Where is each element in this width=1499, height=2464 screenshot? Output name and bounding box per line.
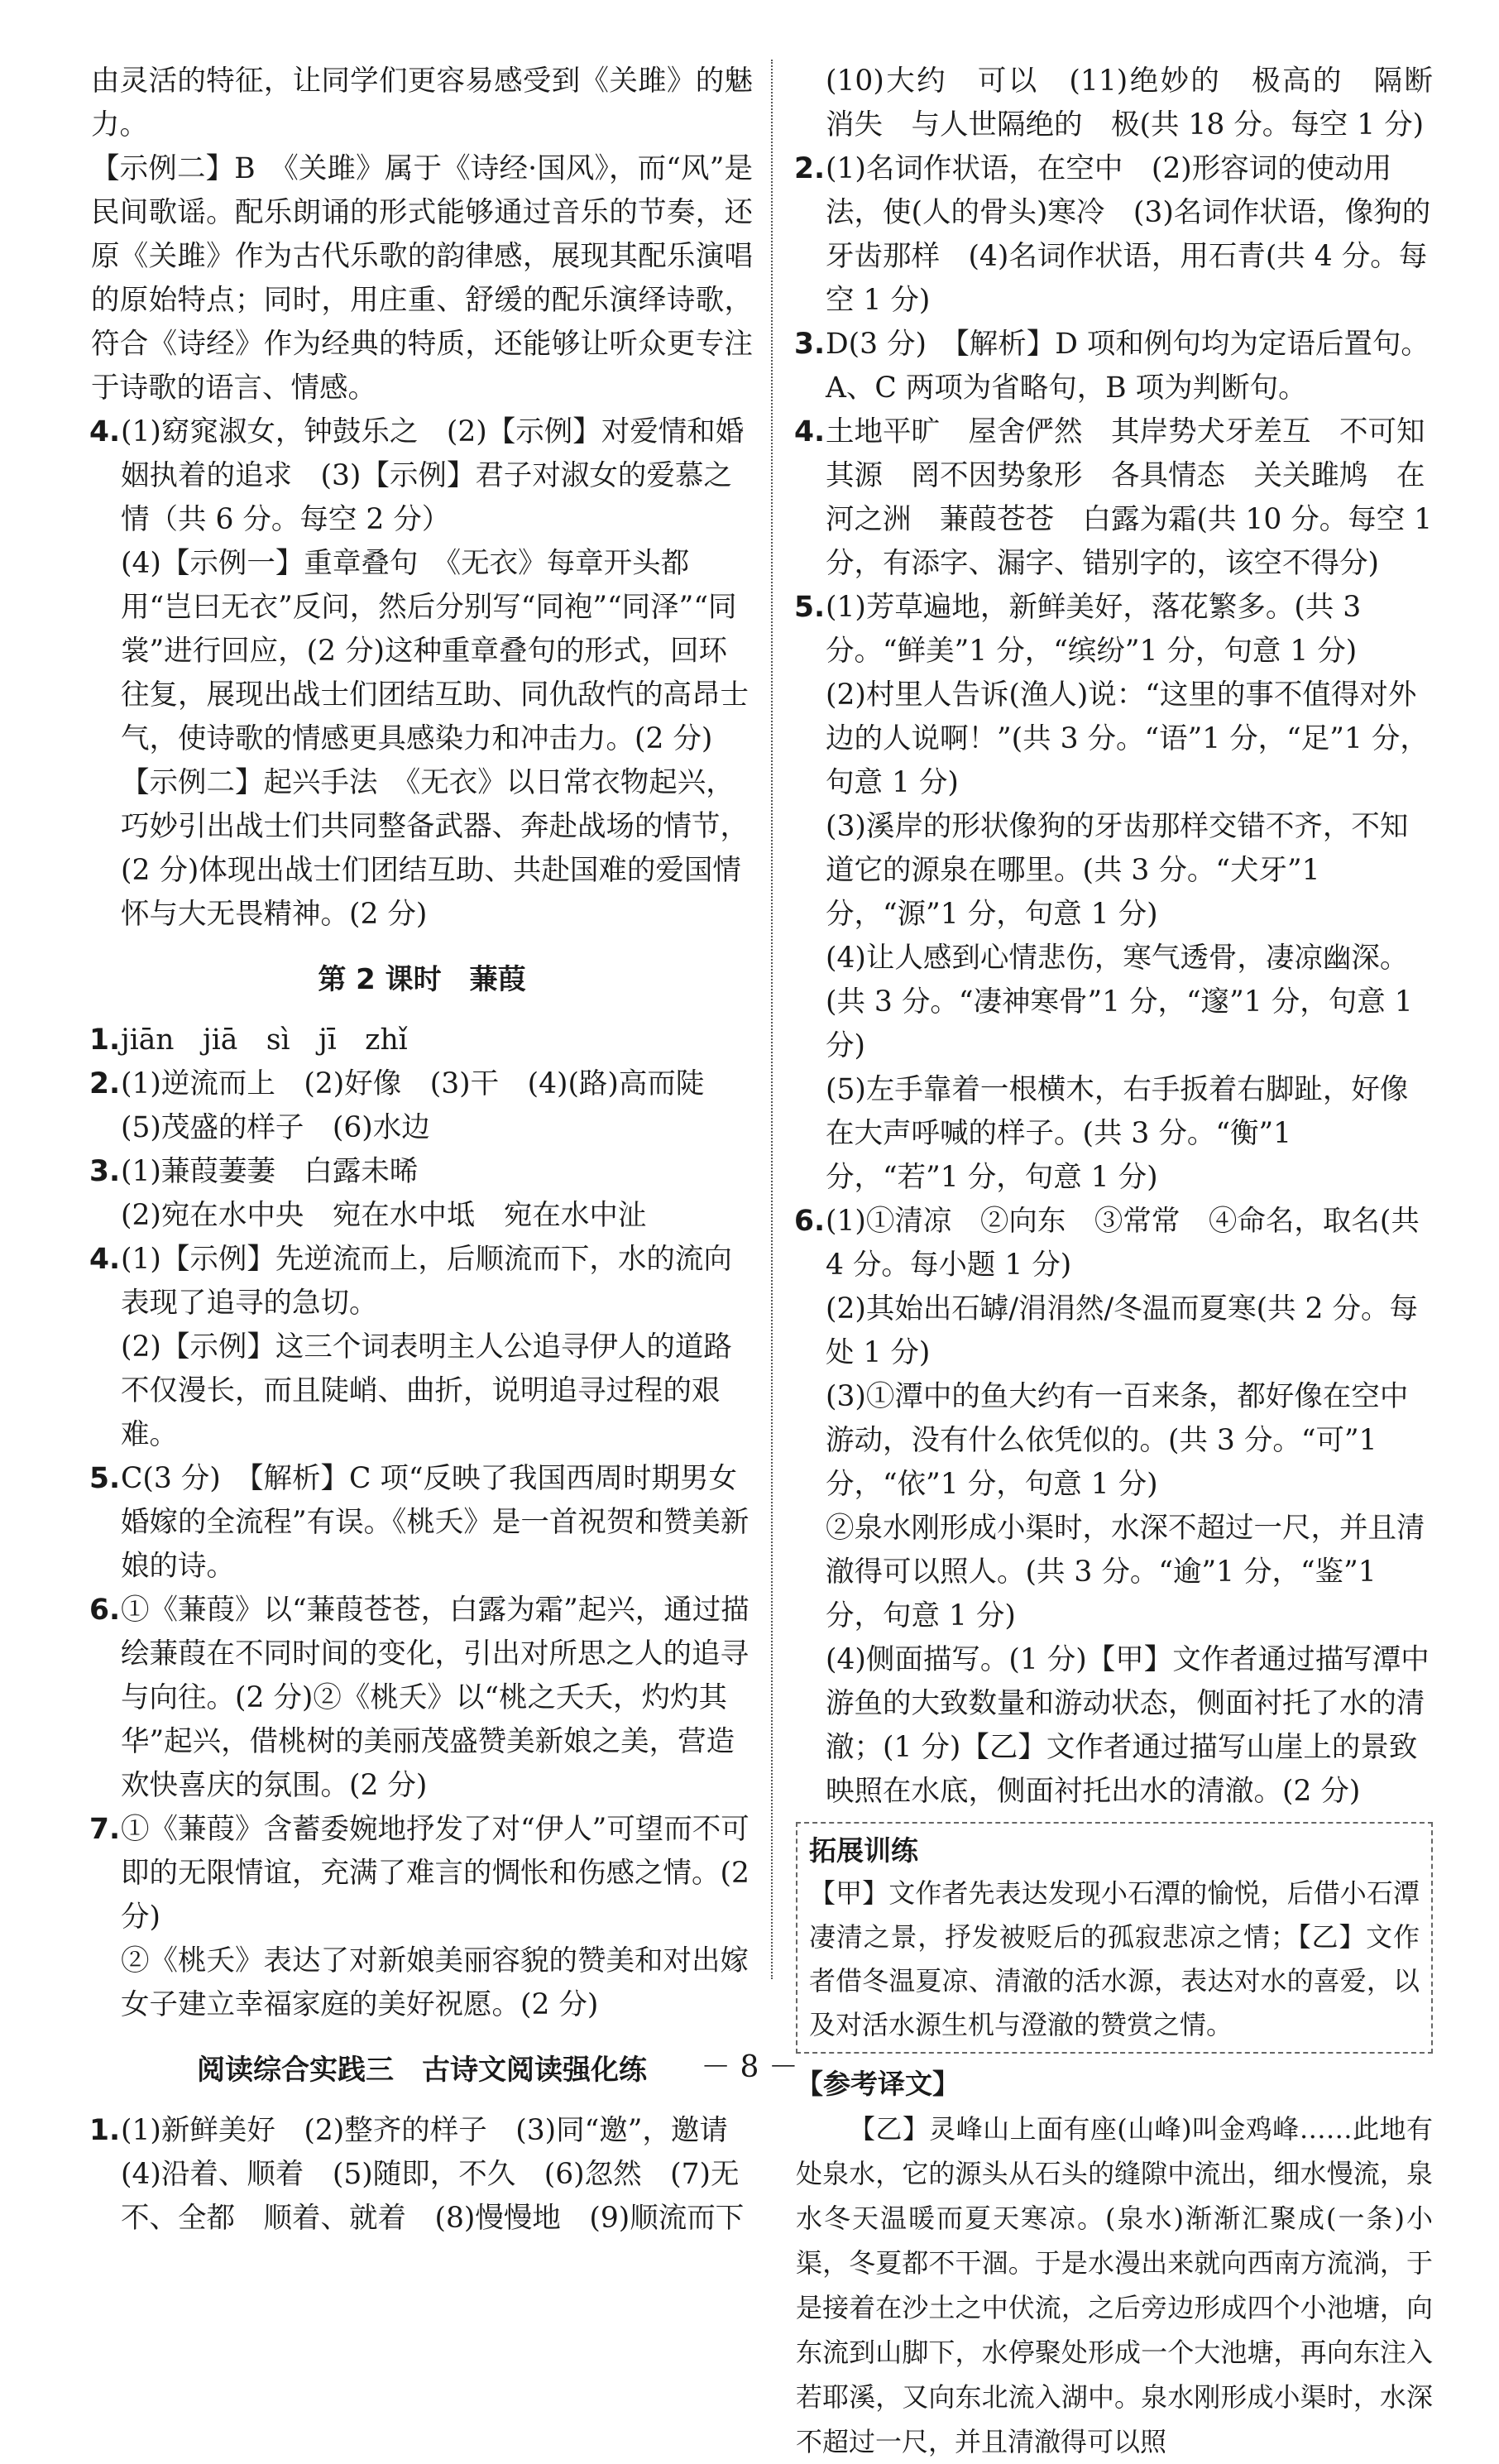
question-4 — [796, 410, 1433, 586]
reference-translation-title: 【参考译文】 — [796, 2068, 960, 2100]
right-column — [794, 60, 1462, 2464]
answer-text: 【示例二】起兴手法 《无衣》以日常衣物起兴，巧妙引出战士们共同整备武器、奔赴战场的情节，(2 分)体现出战士们团结互助、共赴国难的爱国情怀与大无畏精神。(2 分) — [121, 766, 749, 931]
question-7 — [91, 1808, 753, 2027]
answer-text: (1)芳草遍地，新鲜美好，落花繁多。(共 3 分。“鲜美”1 分，“缤纷”1 分，句意 1 分) — [826, 591, 1362, 668]
answer-text: (1)逆流而上 (2)好像 (3)干 (4)(路)高而陡 — [121, 1067, 705, 1100]
page-number: － 8 － — [701, 2050, 798, 2084]
question-number: 6. — [794, 1205, 826, 1238]
answer-text: ①《蒹葭》含蓄委婉地抒发了对“伊人”可望而不可即的无限情谊，充满了难言的惆怅和伤感之情。(2 分) — [121, 1813, 750, 1934]
question-number: 1. — [89, 1023, 121, 1057]
answer-text: (1)蒹葭萋萋 白露未晞 — [121, 1155, 419, 1188]
question-number: 4. — [89, 1243, 121, 1276]
answer-continuation: (10)大约 可以 (11)绝妙的 极高的 隔断 消失 与人世隔绝的 极(共 18 分。每空 1 分) — [826, 65, 1462, 141]
answer-text: D(3 分) 【解析】D 项和例句均为定语后置句。A、C 两项为省略句，B 项为判断句。 — [826, 328, 1430, 405]
question-4 — [91, 1238, 753, 1457]
answer-text: (1)①清凉 ②向东 ③常常 ④命名，取名(共 4 分。每小题 1 分) — [826, 1205, 1420, 1282]
question-number: 2. — [794, 152, 826, 185]
answer-text: jiān jiā sì jī zhǐ — [121, 1023, 408, 1057]
answer-text: (5)左手靠着一根横木，右手扳着右脚趾，好像在大声呼喊的样子。(共 3 分。“衡”1 分，“若”1 分，句意 1 分) — [826, 1073, 1409, 1194]
question-number: 4. — [89, 415, 121, 448]
answer-text: (3)溪岸的形状像狗的牙齿那样交错不齐，不知道它的源泉在哪里。(共 3 分。“犬牙”1 分，“源”1 分，句意 1 分) — [826, 810, 1409, 931]
answer-text: (3)①潭中的鱼大约有一百来条，都好像在空中游动，没有什么依凭似的。(共 3 分。“可”1 分，“依”1 分，句意 1 分) — [826, 1380, 1409, 1501]
question-2 — [796, 147, 1433, 323]
box-title: 拓展训练 — [809, 1834, 918, 1867]
question-2 — [91, 1062, 753, 1150]
answer-text: (2)宛在水中央 宛在水中坻 宛在水中沚 — [121, 1199, 647, 1232]
question-3 — [91, 1150, 753, 1238]
question-4 — [91, 410, 753, 937]
answer-text: (2)村里人告诉(渔人)说：“这里的事不值得对外边的人说啊！”(共 3 分。“语”1 分，“足”1 分，句意 1 分) — [826, 678, 1429, 799]
box-body: 【甲】文作者先表达发现小石潭的愉悦，后借小石潭凄清之景，抒发被贬后的孤寂悲凉之情；【乙】文作者借冬温夏凉、清澈的活水源，表达对水的喜爱，以及对活水源生机与澄澈的赞赏之情。 — [809, 1877, 1420, 2040]
section-title: 第 2 课时 蒹葭 — [318, 963, 526, 996]
question-1 — [89, 2109, 757, 2241]
answer-text: (4)【示例一】重章叠句 《无衣》每章开头都用“岂曰无衣”反问，然后分别写“同袍”“同泽”“同裳”进行回应，(2 分)这种重章叠句的形式，回环往复，展现出战士们团结互助、同仇敌忾的高昂士气，使诗歌的情感更具感染力和冲击力。(2 分) — [121, 547, 749, 755]
question-number: 3. — [794, 328, 826, 361]
answer-text: (4)侧面描写。(1 分)【甲】文作者通过描写潭中游鱼的大致数量和游动状态，侧面衬托了水的清澈；(1 分)【乙】文作者通过描写山崖上的景致映照在水底，侧面衬托出水的清澈。(2 分) — [826, 1643, 1430, 1808]
question-number: 7. — [89, 1813, 121, 1846]
answer-text: (2)其始出石罅/涓涓然/冬温而夏寒(共 2 分。每处 1 分) — [826, 1292, 1418, 1369]
question-number: 2. — [89, 1067, 121, 1100]
question-1 — [91, 1019, 753, 1062]
answer-text: (1)名词作状语，在空中 (2)形容词的使动用法，使(人的骨头)寒冷 (3)名词作状语，像狗的牙齿那样 (4)名词作状语，用石青(共 4 分。每空 1 分) — [826, 152, 1431, 317]
answer-text: ②《桃夭》表达了对新娘美丽容貌的赞美和对出嫁女子建立幸福家庭的美好祝愿。(2 分) — [121, 1944, 749, 2021]
reference-translation-body: 【乙】灵峰山上面有座(山峰)叫金鸡峰……此地有处泉水，它的源头从石头的缝隙中流出，细水慢流，泉水冬天温暖而夏天寒凉。(泉水)渐渐汇聚成(一条)小渠，冬夏都不干涸。于是水漫出来就向西南方流淌，于是接着在沙土之中伏流，之后旁边形成四个小池塘，向东流到山脚下，水停聚处形成一个大池塘，再向东注入若耶溪，又向东北流入湖中。泉水刚形成小渠时，水深不超过一尺，并且清澈得可以照 — [796, 2113, 1433, 2457]
answer-text: (5)茂盛的样子 (6)水边 — [121, 1111, 430, 1144]
question-number: 3. — [89, 1155, 121, 1188]
answer-text: C(3 分) 【解析】C 项“反映了我国西周时期男女婚嫁的全流程”有误。《桃夭》是一首祝贺和赞美新娘的诗。 — [121, 1462, 750, 1583]
question-6 — [91, 1589, 753, 1808]
question-number: 1. — [89, 2114, 121, 2147]
left-column — [89, 60, 757, 2241]
question-5 — [91, 1457, 753, 1589]
answer-text: (1)新鲜美好 (2)整齐的样子 (3)同“邀”，邀请 (4)沿着、顺着 (5)随即，不久 (6)忽然 (7)无不、全都 顺着、就着 (8)慢慢地 (9)顺流而下 — [121, 2114, 757, 2235]
extension-training-box — [796, 1822, 1433, 2054]
answer-text: (1)【示例】先逆流而上，后顺流而下，水的流向表现了追寻的急切。 — [121, 1243, 732, 1320]
question-number: 5. — [89, 1462, 121, 1495]
section-2-answers — [91, 1019, 753, 2027]
question-3 — [796, 323, 1433, 410]
question-6 — [796, 1200, 1433, 1814]
answer-text: ①《蒹葭》以“蒹葭苍苍，白露为霜”起兴，通过描绘蒹葭在不同时间的变化，引出对所思之人的追寻与向往。(2 分)②《桃夭》以“桃之夭夭，灼灼其华”起兴，借桃树的美丽茂盛赞美新娘之美，营造欢快喜庆的氛围。(2 分) — [121, 1594, 750, 1802]
question-number: 6. — [89, 1594, 121, 1627]
column-divider — [771, 60, 773, 1979]
question-5 — [796, 586, 1433, 1200]
answer-text: (1)窈窕淑女，钟鼓乐之 (2)【示例】对爱情和婚姻执着的追求 (3)【示例】君子对淑女的爱慕之情（共 6 分。每空 2 分） — [121, 415, 745, 536]
answer-text: (2)【示例】这三个词表明主人公追寻伊人的道路不仅漫长，而且陡峭、曲折，说明追寻过程的艰难。 — [121, 1330, 732, 1451]
example-two-paragraph: 【示例二】B 《关雎》属于《诗经·国风》，而“风”是民间歌谣。配乐朗诵的形式能够通过音乐的节奏，还原《关雎》作为古代乐歌的韵律感，展现其配乐演唱的原始特点；同时，用庄重、舒缓的配乐演绎诗歌，符合《诗经》作为经典的特质，还能够让听众更专注于诗歌的语言、情感。 — [91, 152, 753, 405]
question-number: 5. — [794, 591, 826, 624]
intro-paragraph: 由灵活的特征，让同学们更容易感受到《关雎》的魅力。 — [91, 65, 753, 141]
answer-text: (4)让人感到心情悲伤，寒气透骨，凄凉幽深。(共 3 分。“凄神寒骨”1 分，“邃”1 分，句意 1 分) — [826, 942, 1413, 1062]
question-number: 4. — [794, 415, 826, 448]
section-title: 阅读综合实践三 古诗文阅读强化练 — [197, 2054, 647, 2087]
answer-text: 土地平旷 屋舍俨然 其岸势犬牙差互 不可知其源 罔不因势象形 各具情态 关关雎鸠 在河之洲 蒹葭苍苍 白露为霜(共 10 分。每空 1 分，有添字、漏字、错别字的，该空不得分) — [826, 415, 1433, 580]
answer-text: ②泉水刚形成小渠时，水深不超过一尺，并且清澈得可以照人。(共 3 分。“逾”1 分，“鉴”1 分，句意 1 分) — [826, 1512, 1425, 1632]
